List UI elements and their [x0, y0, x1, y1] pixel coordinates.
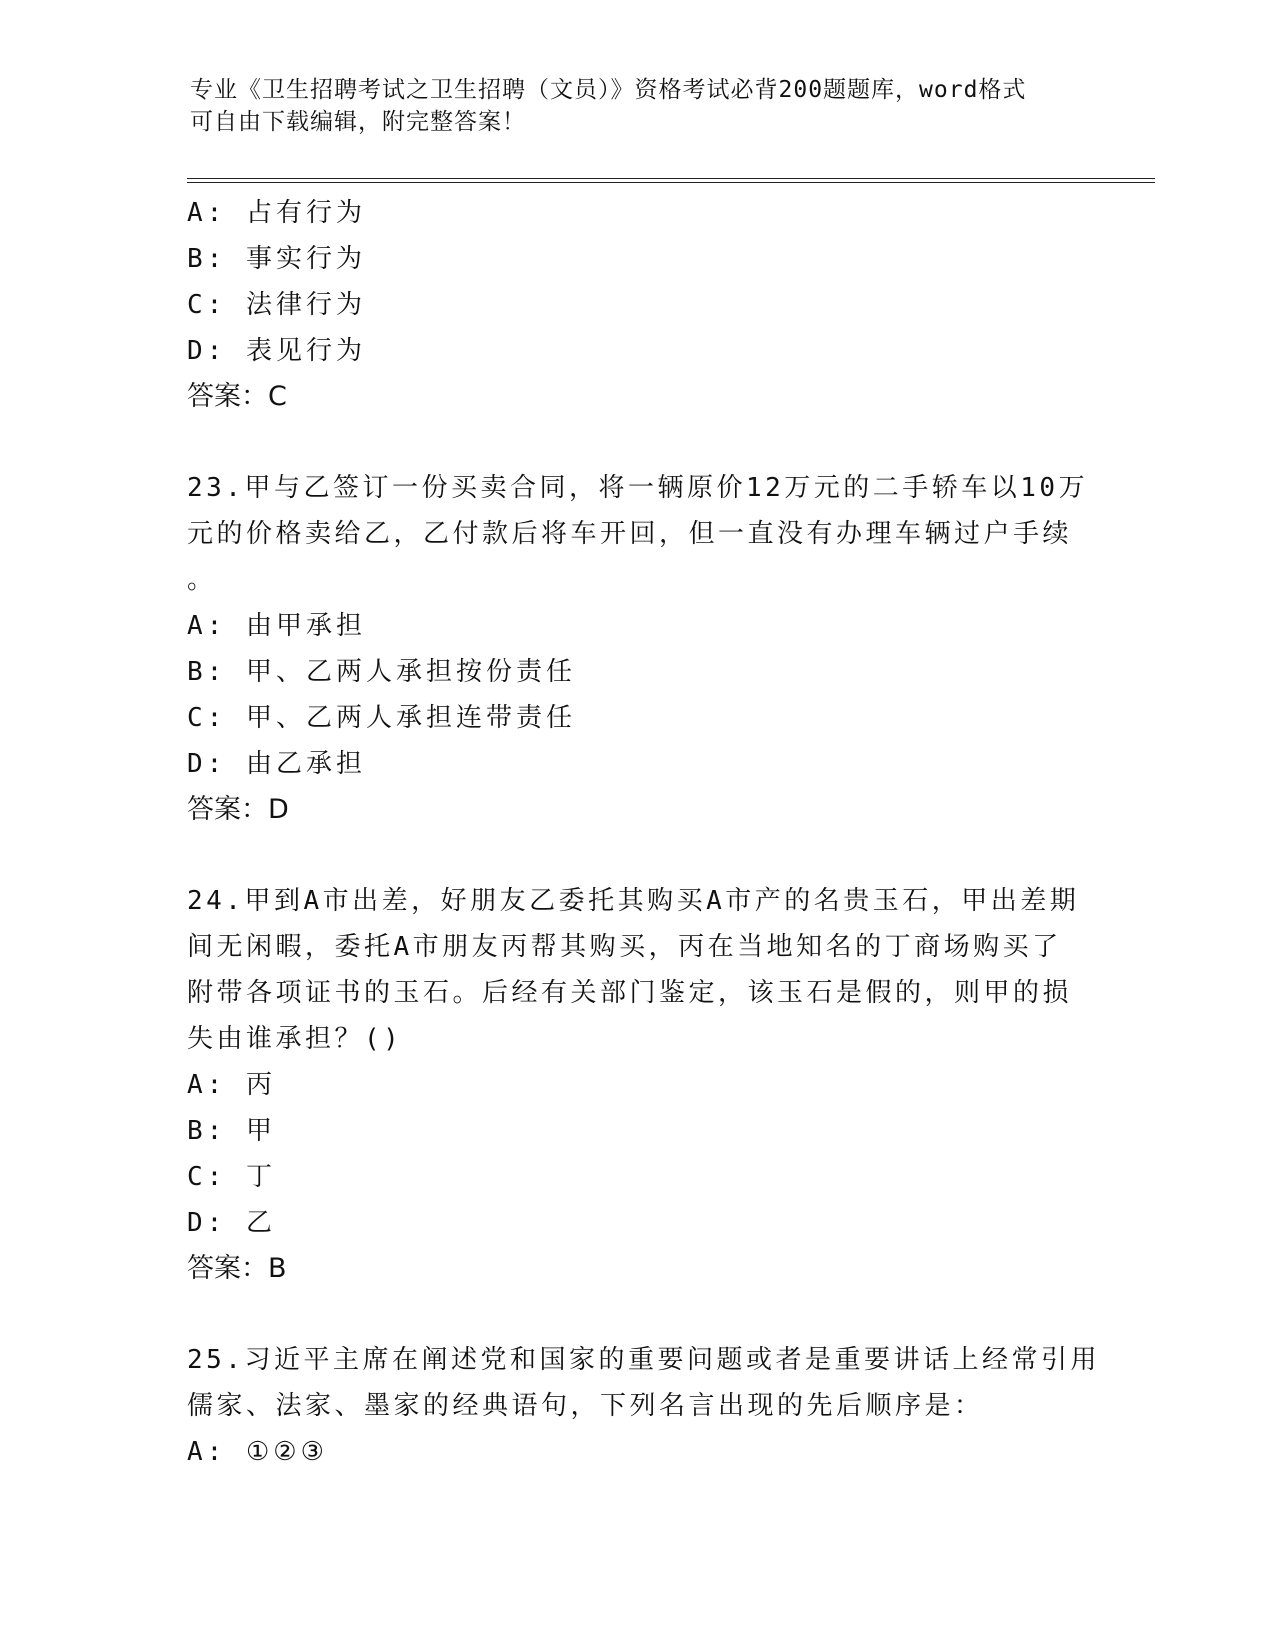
question-line: 23.甲与乙签订一份买卖合同，将一辆原价12万元的二手轿车以10万 [187, 473, 1089, 503]
question-line: 元的价格卖给乙，乙付款后将车开回，但一直没有办理车辆过户手续 [187, 519, 1073, 549]
question-line: 。 [187, 565, 217, 595]
question-line: 25.习近平主席在阐述党和国家的重要问题或者是重要讲话上经常引用 [187, 1345, 1100, 1375]
option-a: A: ①②③ [187, 1437, 328, 1467]
question-text [187, 465, 1087, 603]
answer: 答案：B [187, 1253, 287, 1284]
question-25 [187, 1337, 1100, 1475]
option-d: D: 由乙承担 [187, 749, 366, 779]
option-a: A: 丙 [187, 1070, 276, 1100]
document-header [190, 74, 1090, 138]
question-24 [187, 878, 1087, 1292]
option-a: A: 由甲承担 [187, 611, 366, 641]
question-line: 附带各项证书的玉石。后经有关部门鉴定，该玉石是假的，则甲的损 [187, 978, 1073, 1008]
header-line-1: 专业《卫生招聘考试之卫生招聘（文员）》资格考试必背200题题库，word格式 [190, 77, 1027, 103]
question-line: 儒家、法家、墨家的经典语句，下列名言出现的先后顺序是： [187, 1391, 984, 1421]
question-23 [187, 465, 1087, 833]
answer: 答案：D [187, 794, 289, 825]
option-c: C: 甲、乙两人承担连带责任 [187, 703, 576, 733]
question-22 [187, 190, 1087, 420]
question-line: 间无闲暇，委托A市朋友丙帮其购买，丙在当地知名的丁商场购买了 [187, 932, 1062, 962]
header-divider [187, 178, 1155, 183]
answer: 答案：C [187, 381, 287, 412]
option-d: D: 乙 [187, 1208, 276, 1238]
option-b: B: 甲、乙两人承担按份责任 [187, 657, 576, 687]
option-a: A: 占有行为 [187, 198, 366, 228]
option-c: C: 法律行为 [187, 290, 366, 320]
option-c: C: 丁 [187, 1162, 276, 1192]
header-line-2: 可自由下载编辑，附完整答案！ [190, 109, 526, 135]
question-line: 失由谁承担？() [187, 1024, 403, 1054]
question-text [187, 878, 1087, 1062]
document-body [187, 190, 1100, 1475]
option-b: B: 事实行为 [187, 244, 366, 274]
option-b: B: 甲 [187, 1116, 276, 1146]
question-line: 24.甲到A市出差，好朋友乙委托其购买A市产的名贵玉石，甲出差期 [187, 886, 1080, 916]
question-text [187, 1337, 1100, 1429]
option-d: D: 表见行为 [187, 336, 366, 366]
